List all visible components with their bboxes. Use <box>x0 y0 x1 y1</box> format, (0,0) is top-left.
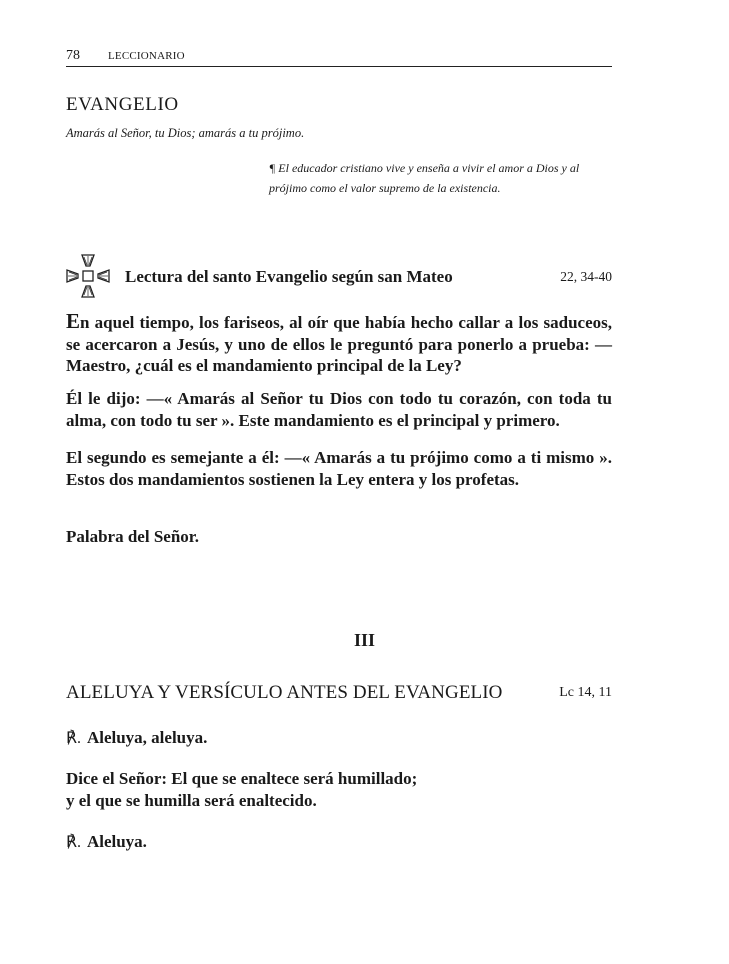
section-title: EVANGELIO <box>66 94 179 115</box>
reading-heading <box>66 254 612 298</box>
pilcrow-icon: ¶ <box>269 161 276 175</box>
response-text: Aleluya. <box>86 832 147 851</box>
response-symbol: ℟. <box>66 730 81 747</box>
gospel-paragraph-2: Él le dijo: —« Amarás al Señor tu Dios con todo tu corazón, con toda tu alma, con todo tu ser ». Este mandamiento es el principal y primero. <box>66 389 612 430</box>
verse-line-2: y el que se humilla será enaltecido. <box>66 790 317 810</box>
verse-line-1: Dice el Señor: El que se enaltece será humillado; <box>66 769 418 788</box>
pastoral-note-text: El educador cristiano vive y enseña a vivir el amor a Dios y al prójimo como el valor supremo de la existencia. <box>269 161 580 195</box>
cross-icon <box>66 254 110 303</box>
alleluia-heading <box>66 682 612 706</box>
section-divider-numeral: III <box>353 630 375 650</box>
response-line-1 <box>66 728 207 748</box>
pastoral-note <box>269 158 614 198</box>
alleluia-title: ALELUYA Y VERSÍCULO ANTES DEL EVANGELIO <box>66 682 503 703</box>
paragraph-text: n aquel tiempo, los fariseos, al oír que había hecho callar a los saduceos, se acercaron a Jesús, y uno de ellos le preguntó para ponerlo a prueba: —Maestro, ¿cuál es el mandamiento principal de la Ley? <box>66 313 612 375</box>
closing-acclamation: Palabra del Señor. <box>66 527 200 546</box>
response-symbol: ℟. <box>66 834 81 851</box>
reading-title: Lectura del santo Evangelio según san Mateo <box>125 267 453 286</box>
alleluia-reference: Lc 14, 11 <box>559 685 612 700</box>
running-title: LECCIONARIO <box>108 50 185 62</box>
gospel-paragraph-3: El segundo es semejante a él: —« Amarás a tu prójimo como a ti mismo ». Estos dos mandamientos sostienen la Ley entera y los profetas. <box>66 448 612 489</box>
response-text: Aleluya, aleluya. <box>86 728 208 747</box>
response-line-2 <box>66 832 147 852</box>
section-subtitle: Amarás al Señor, tu Dios; amarás a tu prójimo. <box>66 126 305 140</box>
gospel-verse <box>66 768 417 811</box>
page-number: 78 <box>66 48 80 63</box>
reading-reference: 22, 34-40 <box>560 269 612 284</box>
page-header <box>66 48 612 67</box>
gospel-paragraph-1 <box>66 311 612 377</box>
drop-cap: E <box>66 309 81 333</box>
